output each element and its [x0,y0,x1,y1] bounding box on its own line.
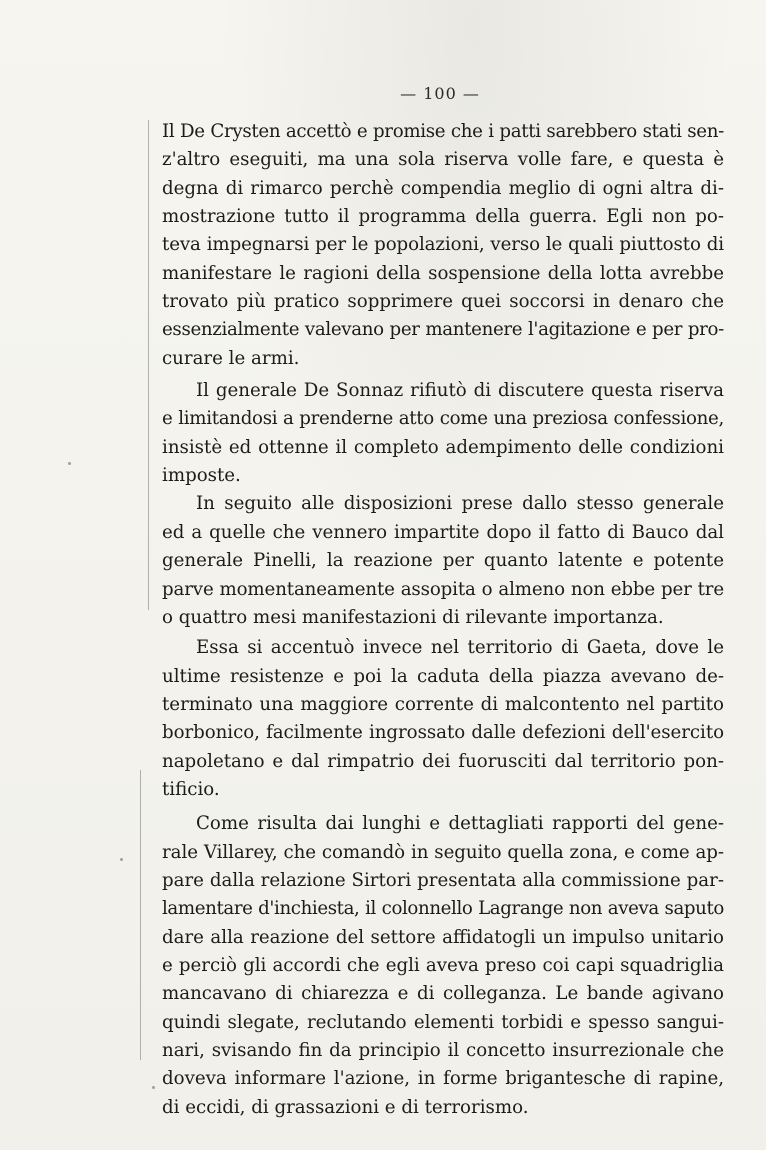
text-line: lamentare d'inchiesta, il colonnello Lagrange non aveva saputo [162,898,724,920]
text-line: teva impegnarsi per le popolazioni, verso le quali piuttosto di [162,234,724,256]
text-line: Come risulta dai lunghi e dettagliati rapporti del gene- [196,813,724,835]
text-line: Il generale De Sonnaz rifiutò di discutere questa riserva [196,380,724,402]
text-line: parve momentaneamente assopita o almeno non ebbe per tre [162,578,724,600]
text-line: borbonico, facilmente ingrossato dalle defezioni dell'esercito [162,722,724,744]
text-line: mancavano di chiarezza e di colleganza. Le bande agivano [162,983,724,1005]
page-number: — 100 — [400,84,480,103]
margin-speck [152,1086,155,1089]
text-line: In seguito alle disposizioni prese dallo stesso generale [196,493,724,515]
paragraph [162,118,724,373]
text-line: imposte. [162,465,241,487]
text-line: Essa si accentuò invece nel territorio di Gaeta, dove le [196,637,724,659]
text-line: e perciò gli accordi che egli aveva preso coi capi squadriglia [162,954,724,976]
text-line: insistè ed ottenne il completo adempimento delle condizioni [162,436,724,458]
paragraph [162,810,724,1122]
text-line: doveva informare l'azione, in forme brigantesche di rapine, [162,1068,724,1090]
body-text [162,118,724,1122]
text-line: mostrazione tutto il programma della guerra. Egli non po- [162,206,724,228]
text-line: di eccidi, di grassazioni e di terrorismo. [162,1096,529,1118]
text-line: napoletano e dal rimpatrio dei fuorusciti dal territorio pon- [162,750,724,772]
paragraph [162,377,724,490]
margin-speck [120,858,123,861]
paragraph [162,634,724,804]
text-line: essenzialmente valevano per mantenere l'agitazione e per pro- [162,319,724,341]
text-line: trovato più pratico sopprimere quei soccorsi in denaro che [162,291,724,313]
text-line: nari, svisando fin da principio il concetto insurrezionale che [162,1040,724,1061]
margin-mark-lower [140,770,141,1060]
text-line: ultime resistenze e poi la caduta della piazza avevano de- [162,665,724,687]
text-line: e limitandosi a prenderne atto come una preziosa confessione, [162,408,724,430]
text-line: degna di rimarco perchè compendia meglio di ogni altra di- [162,177,724,199]
text-line: terminato una maggiore corrente di malcontento nel partito [162,693,724,715]
paragraph [162,490,724,632]
text-line: dare alla reazione del settore affidatogli un impulso unitario [162,926,724,948]
text-line: ed a quelle che vennero impartite dopo il fatto di Bauco dal [162,521,724,543]
margin-mark-upper [148,120,149,610]
text-line: o quattro mesi manifestazioni di rilevante importanza. [162,606,664,628]
margin-speck [68,462,71,465]
text-line: Il De Crysten accettò e promise che i patti sarebbero stati sen- [162,121,724,142]
text-line: manifestare le ragioni della sospensione della lotta avrebbe [162,262,724,284]
text-line: rale Villarey, che comandò in seguito quella zona, e come ap- [162,841,724,863]
text-line: z'altro eseguiti, ma una sola riserva volle fare, e questa è [162,149,724,171]
text-line: pare dalla relazione Sirtori presentata alla commissione par- [162,869,724,891]
text-line: generale Pinelli, la reazione per quanto latente e potente [162,550,724,572]
text-line: tificio. [162,778,220,800]
text-line: quindi slegate, reclutando elementi torbidi e spesso sangui- [162,1011,724,1033]
text-line: curare le armi. [162,347,300,369]
